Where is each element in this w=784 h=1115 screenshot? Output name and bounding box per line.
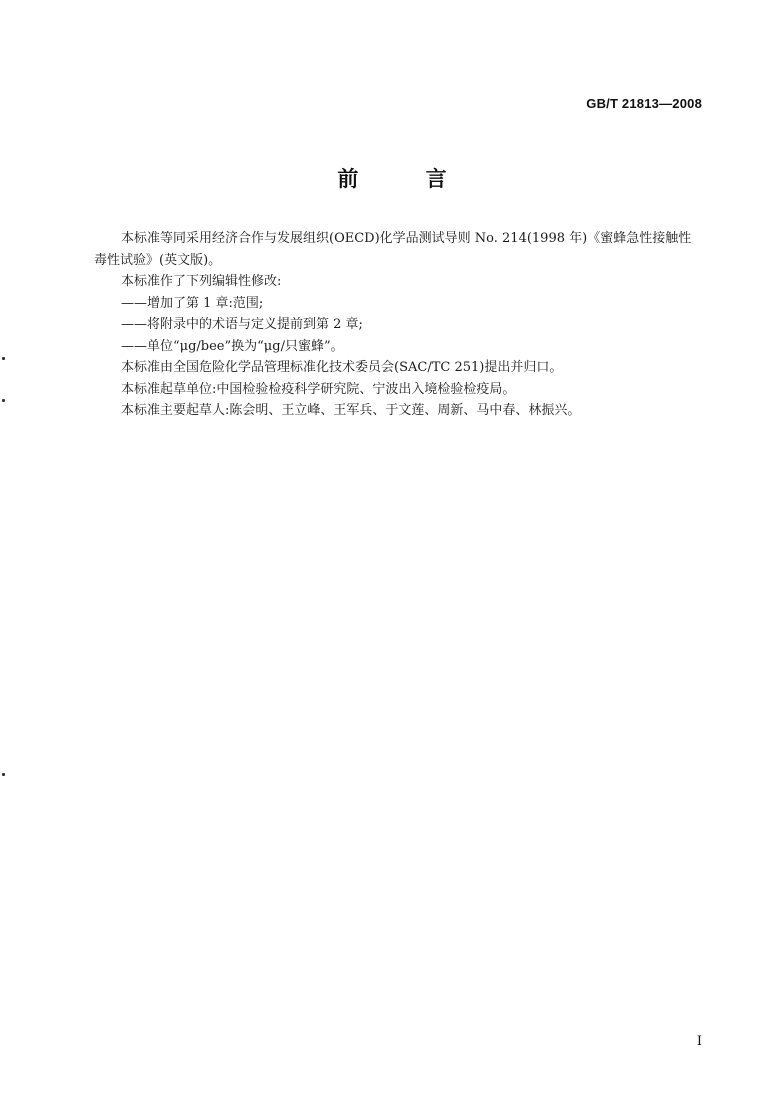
list-item: ——将附录中的术语与定义提前到第 2 章; bbox=[121, 317, 363, 332]
page-number: I bbox=[696, 1034, 702, 1049]
paragraph-drafters: 本标准主要起草人:陈会明、王立峰、王军兵、于文莲、周新、马中春、林振兴。 bbox=[121, 403, 581, 418]
scan-artifact-dot bbox=[2, 399, 5, 402]
paragraph-adoption: 本标准等同采用经济合作与发展组织(OECD)化学品测试导则 No. 214(1998 年)《蜜蜂急性接触性毒性试验》(英文版)。 bbox=[94, 231, 692, 268]
paragraph-proposer: 本标准由全国危险化学品管理标准化技术委员会(SAC/TC 251)提出并归口。 bbox=[121, 360, 563, 375]
scan-artifact-dot bbox=[2, 773, 5, 776]
list-item: ——单位“μg/bee”换为“μg/只蜜蜂”。 bbox=[121, 338, 344, 354]
paragraph-modifications-intro: 本标准作了下列编辑性修改: bbox=[121, 274, 282, 289]
page-title: 前 言 bbox=[337, 167, 477, 191]
scan-artifact-dot bbox=[2, 357, 5, 360]
foreword-body bbox=[94, 228, 694, 422]
paragraph-drafting-units: 本标准起草单位:中国检验检疫科学研究院、宁波出入境检验检疫局。 bbox=[121, 381, 516, 397]
list-item: ——增加了第 1 章:范围; bbox=[121, 295, 264, 311]
standard-number: GB/T 21813—2008 bbox=[586, 96, 702, 111]
